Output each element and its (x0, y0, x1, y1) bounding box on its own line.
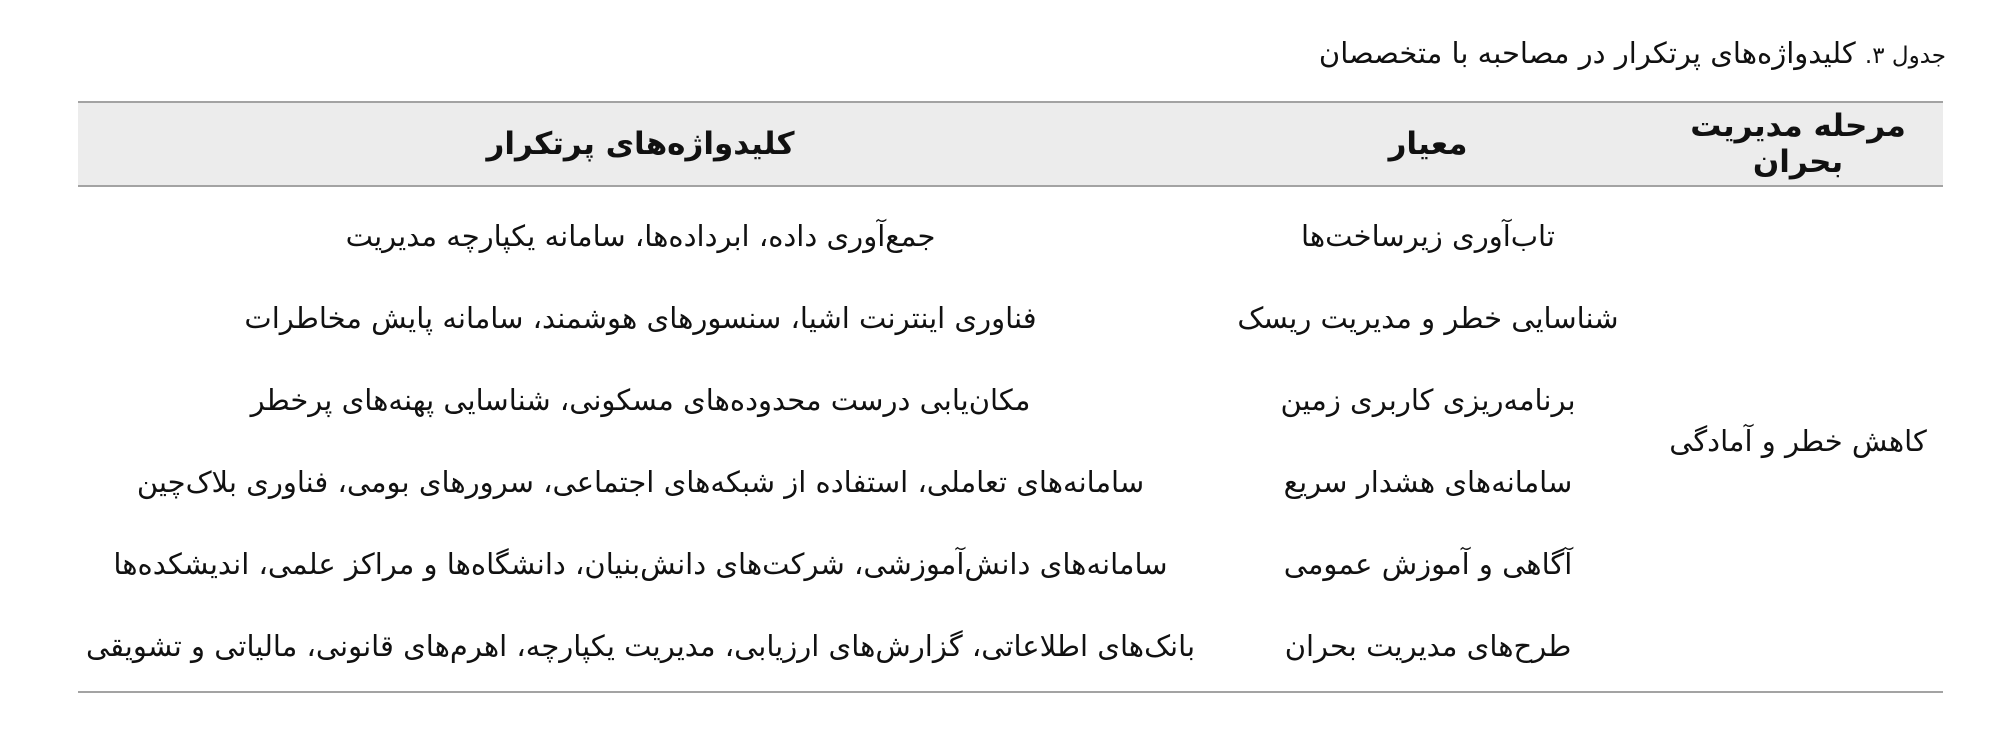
criterion-cell: شناسایی خطر و مدیریت ریسک (1237, 301, 1619, 335)
table-caption (1319, 36, 1946, 70)
table-body (78, 187, 1943, 693)
table-row (78, 277, 1653, 359)
criterion-cell: سامانه‌های هشدار سریع (1283, 465, 1573, 499)
keywords-cell: سامانه‌های تعاملی، استفاده از شبکه‌های اجتماعی، سرورهای بومی، فناوری بلاک‌چین (136, 465, 1145, 499)
keywords-cell: جمع‌آوری داده، ابرداده‌ها، سامانه یکپارچه مدیریت (345, 219, 936, 253)
keywords-cell: بانک‌های اطلاعاتی، گزارش‌های ارزیابی، مدیریت یکپارچه، اهرم‌های قانونی، مالیاتی و تشویقی (85, 629, 1196, 663)
stage-cell: کاهش خطر و آمادگی (1669, 424, 1927, 458)
table-row (78, 605, 1653, 687)
caption-title: کلیدواژه‌های پرتکرار در مصاحبه با متخصصان (1318, 36, 1856, 70)
caption-prefix: جدول ۳. (1864, 43, 1946, 69)
keywords-table (78, 101, 1943, 693)
table-header-row (78, 101, 1943, 187)
table-row (78, 523, 1653, 605)
keywords-cell: سامانه‌های دانش‌آموزشی، شرکت‌های دانش‌بنیان، دانشگاه‌ها و مراکز علمی، اندیشکده‌ها (113, 547, 1168, 581)
table-row (78, 195, 1653, 277)
table-row (78, 441, 1653, 523)
criterion-cell: برنامه‌ریزی کاربری زمین (1280, 383, 1576, 417)
table-row (78, 359, 1653, 441)
table-rows (78, 195, 1653, 687)
criterion-cell: آگاهی و آموزش عمومی (1283, 547, 1573, 581)
header-criterion: معیار (1388, 126, 1468, 162)
keywords-cell: مکان‌یابی درست محدوده‌های مسکونی، شناسایی پهنه‌های پرخطر (250, 383, 1031, 417)
header-keywords: کلیدواژه‌های پرتکرار (486, 126, 795, 162)
criterion-cell: تاب‌آوری زیرساخت‌ها (1301, 219, 1555, 253)
criterion-cell: طرح‌های مدیریت بحران (1284, 629, 1572, 663)
keywords-cell: فناوری اینترنت اشیا، سنسورهای هوشمند، سامانه پایش مخاطرات (244, 301, 1037, 335)
header-stage: مرحله مدیریت بحران (1690, 108, 1906, 180)
